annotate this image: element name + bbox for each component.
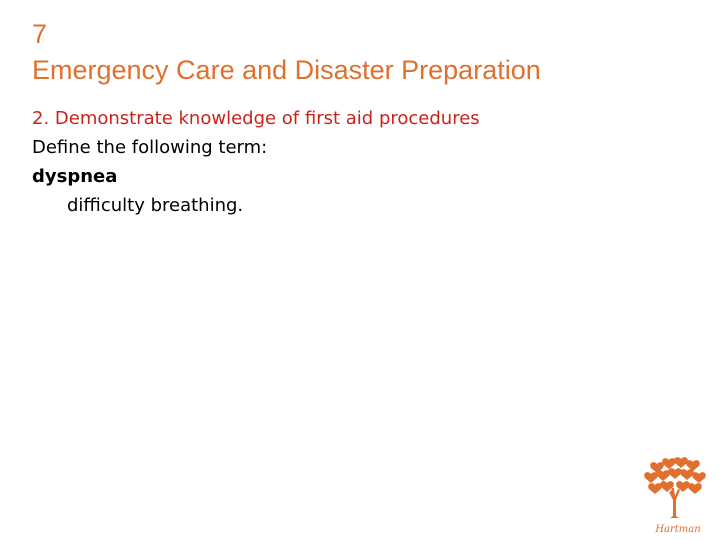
chapter-title: Emergency Care and Disaster Preparation — [32, 55, 541, 85]
chapter-number: 7 — [32, 19, 48, 49]
hartman-logo — [643, 456, 713, 536]
vocabulary-term: dyspnea — [32, 166, 118, 187]
learning-objective: 2. Demonstrate knowledge of first aid procedures — [32, 108, 480, 129]
slide-title — [32, 16, 541, 88]
term-definition: difficulty breathing. — [67, 195, 244, 216]
svg-text:Hartman: Hartman — [655, 524, 701, 535]
slide-content — [32, 104, 480, 220]
instruction-text: Define the following term: — [32, 137, 268, 158]
heart-tree-logo-icon — [643, 456, 713, 536]
